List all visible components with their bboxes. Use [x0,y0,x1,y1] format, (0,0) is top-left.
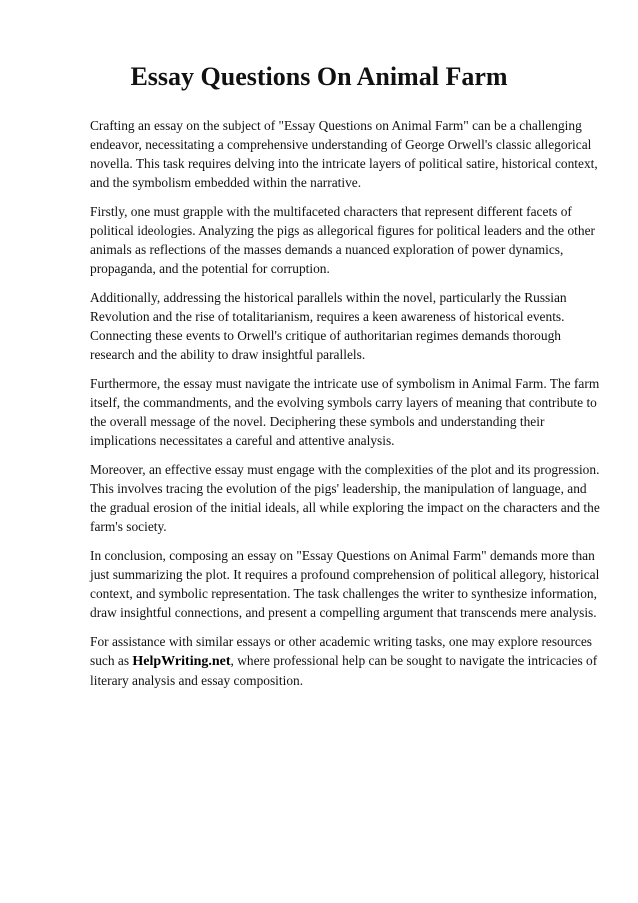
paragraph-history: Additionally, addressing the historical parallels within the novel, particularly the Russian Revolution and the rise of totalitarianism, requires a keen awareness of historical events. Connecting these events to Orwell's critique of authoritarian regimes demands thorough research and the ability to draw insightful parallels. [90,290,567,362]
paragraph-symbolism: Furthermore, the essay must navigate the intricate use of symbolism in Animal Farm. The farm itself, the commandments, and the evolving symbols carry layers of meaning that contribute to the overall message of the novel. Deciphering these symbols and understanding their implications necessitates a careful and attentive analysis. [90,376,600,448]
paragraph-characters: Firstly, one must grapple with the multifaceted characters that represent different facets of political ideologies. Analyzing the pigs as allegorical figures for political leaders and the other animals as reflections of the masses demands a nuanced exploration of power dynamics, propaganda, and the potential for corruption. [90,204,595,276]
assistance-text-before: For assistance with similar essays or other academic writing tasks, one may explore resources such as [90,634,593,668]
paragraph-plot: Moreover, an effective essay must engage with the complexities of the plot and its progression. This involves tracing the evolution of the pigs' leadership, the manipulation of language, and the gradual erosion of the initial ideals, all while exploring the impact on the characters and the farm's society. [90,462,600,534]
paragraph-intro: Crafting an essay on the subject of "Essay Questions on Animal Farm" can be a challenging endeavor, necessitating a comprehensive understanding of George Orwell's classic allegorical novella. This task requires delving into the intricate layers of political satire, historical context, and the symbolism embedded within the narrative. [90,118,598,190]
helpwriting-link[interactable]: HelpWriting.net [132,654,231,669]
page-title: Essay Questions On Animal Farm [130,62,508,91]
assistance-text-after: , where professional help can be sought to navigate the intricacies of literary analysis and essay composition. [90,653,598,688]
document-body [90,116,600,700]
paragraph-assistance [90,632,600,690]
paragraph-conclusion: In conclusion, composing an essay on "Essay Questions on Animal Farm" demands more than just summarizing the plot. It requires a profound comprehension of political allegory, historical context, and symbolic representation. The task challenges the writer to synthesize information, draw insightful connections, and present a compelling argument that transcends mere analysis. [90,548,600,620]
